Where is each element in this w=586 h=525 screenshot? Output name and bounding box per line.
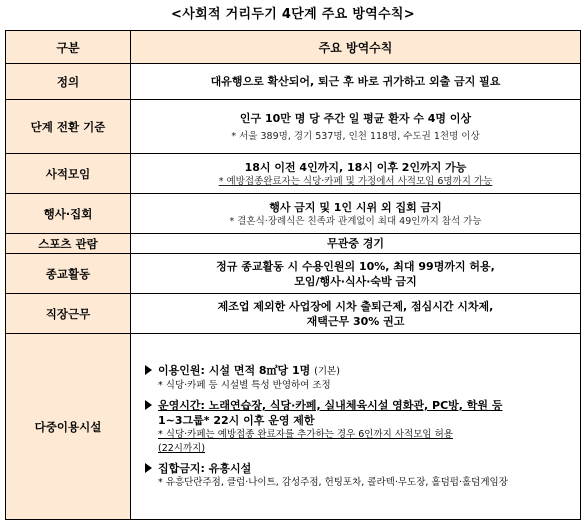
row-label-religion: 종교활동 (6, 254, 131, 294)
triangle-bullet-icon (145, 365, 152, 375)
row-label-facilities: 다중이용시설 (6, 334, 131, 520)
facilities-bullet-hours: 운영시간: 노래연습장, 식당·카페, 실내체육시설 영화관, PC방, 학원 등 (145, 398, 576, 413)
table-row (6, 234, 581, 254)
table-row (6, 294, 581, 334)
page-title: <사회적 거리두기 4단계 주요 방역수칙> (171, 7, 415, 22)
table-row (6, 100, 581, 154)
table-row (6, 154, 581, 194)
private-cell (131, 154, 581, 194)
hours-note: * 식당·카페는 예방접종 완료자를 추가하는 경우 6인까지 사적모임 허용 (158, 429, 453, 440)
work-line2: 재택근무 30% 권고 (306, 314, 405, 328)
row-label-sports: 스포츠 관람 (6, 234, 131, 254)
criteria-text: 인구 10만 명 당 주간 일 평균 환자 수 4명 이상 (239, 111, 472, 125)
religion-line2: 모임/행사·식사·숙박 금지 (294, 274, 417, 288)
religion-line1: 정규 종교활동 시 수용인원의 10%, 최대 99명까지 허용, (216, 259, 495, 273)
events-note: * 결혼식·장례식은 친족과 관계없이 최대 49인까지 참석 가능 (229, 215, 482, 227)
ban-note: * 유흥단란주점, 클럽·나이트, 감성주점, 헌팅포차, 콜라텍·무도장, 홀덤펍·홀덤게임장 (158, 477, 508, 488)
triangle-bullet-icon (145, 400, 152, 410)
definition-text: 대유행으로 확산되어, 퇴근 후 바로 귀가하고 외출 금지 필요 (131, 64, 581, 100)
row-label-work: 직장근무 (6, 294, 131, 334)
hours-note-2: (22시까지) (158, 443, 206, 454)
row-label-criteria: 단계 전환 기준 (6, 100, 131, 154)
facilities-bullet-capacity: 이용인원: 시설 면적 8㎡당 1명 (기본) (145, 363, 576, 379)
table-row (6, 254, 581, 294)
table-row (6, 194, 581, 234)
triangle-bullet-icon (145, 463, 152, 473)
measures-table (5, 30, 581, 520)
work-line1: 제조업 제외한 사업장에 시차 출퇴근제, 점심시간 시차제, (217, 299, 494, 313)
row-label-definition: 정의 (6, 64, 131, 100)
work-cell (131, 294, 581, 334)
private-note: * 예방접종완료자는 식당·카페 및 가정에서 사적모임 6명까지 가능 (218, 175, 493, 187)
table-header-row (6, 31, 581, 64)
hours-line2: 1~3그룹* 22시 이후 운영 제한 (158, 414, 315, 427)
table-row (6, 64, 581, 100)
facilities-bullet-ban: 집합금지: 유흥시설 (145, 461, 576, 476)
capacity-tag: (기본) (314, 366, 340, 377)
religion-cell (131, 254, 581, 294)
row-label-private-gathering: 사적모임 (6, 154, 131, 194)
row-label-events: 행사·집회 (6, 194, 131, 234)
facilities-cell (131, 334, 581, 520)
header-measures: 주요 방역수칙 (131, 31, 581, 64)
criteria-cell (131, 100, 581, 154)
events-cell (131, 194, 581, 234)
sports-text: 무관중 경기 (131, 234, 581, 254)
criteria-note: * 서울 389명, 경기 537명, 인천 118명, 수도권 1천명 이상 (231, 130, 480, 142)
private-text: 18시 이전 4인까지, 18시 이후 2인까지 가능 (244, 160, 467, 174)
events-text: 행사 금지 및 1인 시위 외 집회 금지 (269, 200, 442, 214)
capacity-note: * 식당·카페 등 시설별 특성 반영하여 조정 (158, 380, 331, 391)
table-row (6, 334, 581, 520)
header-category: 구분 (6, 31, 131, 64)
